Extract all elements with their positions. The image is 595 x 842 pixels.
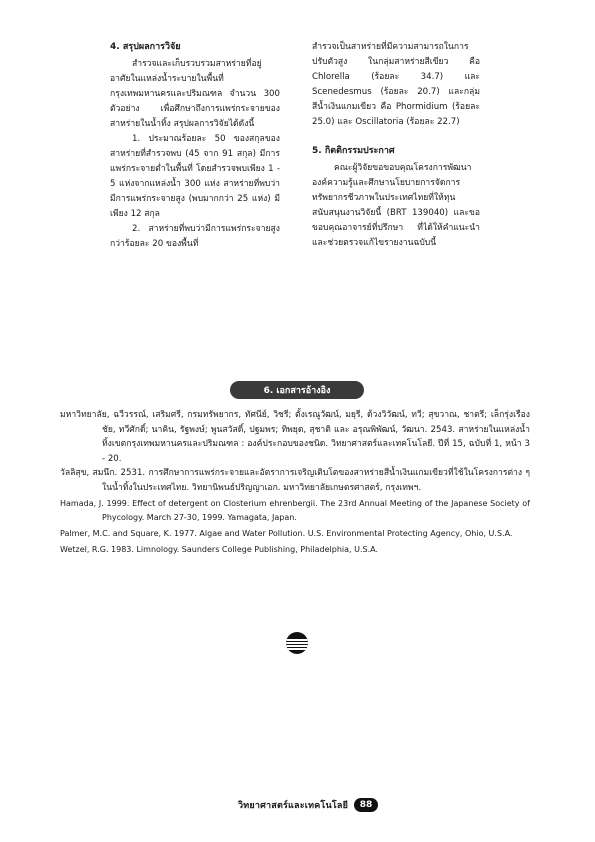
section-gap: [312, 130, 480, 144]
references-heading-bar: [230, 381, 364, 399]
results-item-1: 1. ประมาณร้อยละ 50 ของสกุลของสาหร่ายที่สำรวจพบ (45 จาก 91 สกุล) มีการแพร่กระจายต่ำในพื้นที่ โดยสำรวจพบเพียง 1 - 5 แห่งจากแหล่งน้ำ 300 แห่ง สาหร่ายที่พบว่ามีการแพร่กระจายสูง (พบมากกว่า 25 แห่ง) มีเพียง 12 สกุล: [110, 134, 280, 219]
results-continuation: สำรวจเป็นสาหร่ายที่มีความสามารถในการปรับตัวสูง ในกลุ่มสาหร่ายสีเขียว คือ Chlorella (ร้อยละ 34.7) และ Scenedesmus (ร้อยละ 20.7) และกลุ่มสีน้ำเงินแกมเขียว คือ Phormidium (ร้อยละ 25.0) และ Oscillatoria (ร้อยละ 22.7): [312, 42, 480, 127]
section-title-acknowledgement: 5. กิตติกรรมประกาศ: [312, 146, 395, 156]
references-heading: 6. เอกสารอ้างอิง: [263, 386, 331, 396]
references-list: [60, 408, 530, 557]
reference-item: Hamada, J. 1999. Effect of detergent on Closterium ehrenbergii. The 23rd Annual Meeting of the Japanese Society of Phycology. March 27-30, 1999. Yamagata, Japan.: [60, 499, 530, 522]
journal-title: วิทยาศาสตร์และเทคโนโลยี: [238, 801, 349, 811]
section-title-results: 4. สรุปผลการวิจัย: [110, 42, 181, 52]
left-column: [110, 40, 280, 252]
page-number-badge: 88: [354, 798, 378, 812]
reference-item: Wetzel, R.G. 1983. Limnology. Saunders College Publishing, Philadelphia, U.S.A.: [60, 545, 378, 554]
acknowledgement-paragraph: คณะผู้วิจัยขอขอบคุณโครงการพัฒนาองค์ความรู้และศึกษานโยบายการจัดการทรัพยากรชีวภาพในประเทศไทยที่ให้ทุนสนับสนุนงานวิจัยนี้ (BRT 139040) และขอขอบคุณอาจารย์ที่ปรึกษา ที่ได้ให้คำแนะนำและช่วยตรวจแก้ไขรายงานฉบับนี้: [312, 163, 480, 248]
reference-item: มหาวิทยาลัย, ฉวีวรรณ์, เสริมศรี, กรมทรัพยากร, ทัศนีย์, วิชรี; ตั้งเรณูวัฒน์, มยุรี, ด้วงวิวัฒน์, ทวี; สุขวาณ, ชาตรี; เล็กรุ่งเรืองชัย, ทวีศักดิ์; นาคิน, รัฐพงษ์; พูนสวัสดิ์, ปฐมพร; ทิพยุด, สุชาติ และ อรุณพิพัฒน์, วัฒนา. 2543. สาหร่ายในแหล่งน้ำทิ้งเขตกรุงเทพมหานครและปริมณฑล : องค์ประกอบของชนิด. วิทยาศาสตร์และเทคโนโลยี. ปีที่ 15, ฉบับที่ 1, หน้า 3 - 20.: [60, 410, 530, 464]
end-ornament-icon: [286, 632, 308, 654]
page-footer: [238, 798, 378, 812]
results-intro-paragraph: สำรวจและเก็บรวบรวมสาหร่ายที่อยู่อาศัยในแหล่งน้ำระบายในพื้นที่กรุงเทพมหานครและปริมณฑล จำนวน 300 ตัวอย่าง เพื่อศึกษาถึงการแพร่กระจายของสาหร่ายในน้ำทิ้ง สรุปผลการวิจัยได้ดังนี้: [110, 59, 280, 129]
right-column: [312, 40, 480, 251]
reference-item: Palmer, M.C. and Square, K. 1977. Algae and Water Pollution. U.S. Environmental Protecting Agency, Ohio, U.S.A.: [60, 529, 513, 538]
results-item-2: 2. สาหร่ายที่พบว่ามีการแพร่กระจายสูงกว่าร้อยละ 20 ของพื้นที่: [110, 224, 280, 249]
reference-item: วัลลิสุข, สมนึก. 2531. การศึกษาการแพร่กระจายและอัตราการเจริญเติบโตของสาหร่ายสีน้ำเงินแกมเขียวที่ใช้ในโครงการต่าง ๆ ในน้ำทิ้งในประเทศไทย. วิทยานิพนธ์ปริญญาเอก. มหาวิทยาลัยเกษตรศาสตร์, กรุงเทพฯ.: [60, 468, 530, 493]
